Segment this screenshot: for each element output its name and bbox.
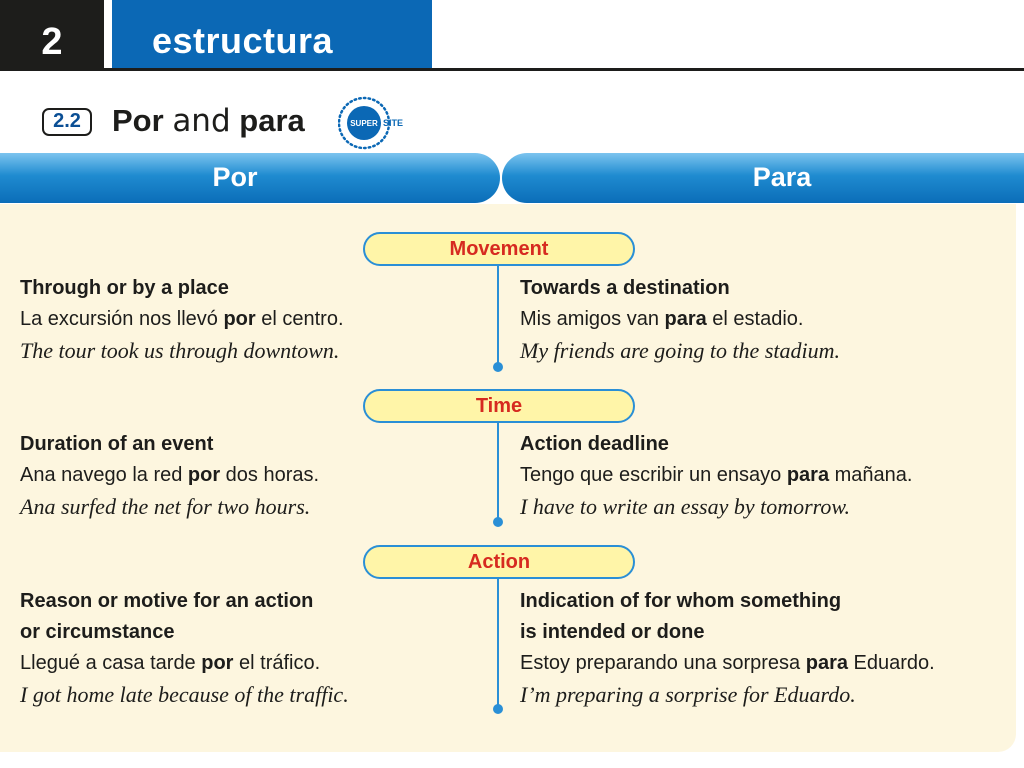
- section-title-para: para: [239, 103, 305, 138]
- por-time-english: Ana surfed the net for two hours.: [20, 494, 311, 519]
- column-header-por: Por: [0, 153, 500, 203]
- para-movement-block: [520, 273, 1010, 366]
- por-action-block: [20, 586, 510, 710]
- supersite-icon[interactable]: [338, 95, 418, 151]
- section-title: [112, 103, 305, 139]
- para-movement-heading: Towards a destination: [520, 277, 730, 299]
- para-movement-spanish: Mis amigos van para el estadio.: [520, 308, 804, 330]
- para-action-heading-line1: Indication of for whom something: [520, 590, 842, 612]
- category-action: Action: [363, 545, 635, 579]
- section-title-por: Por: [112, 103, 164, 138]
- por-action-english: I got home late because of the traffic.: [20, 682, 349, 707]
- por-movement-block: [20, 273, 510, 366]
- por-time-heading: Duration of an event: [20, 433, 214, 455]
- column-header-para: Para: [502, 153, 1024, 203]
- para-time-block: [520, 429, 1010, 522]
- para-action-heading-line2: is intended or done: [520, 621, 705, 643]
- para-action-block: [520, 586, 1010, 710]
- category-movement: Movement: [363, 232, 635, 266]
- chapter-number-box: [0, 0, 104, 70]
- supersite-label-super: SUPER: [350, 119, 378, 128]
- para-movement-english: My friends are going to the stadium.: [520, 338, 840, 363]
- por-action-heading-line2: or circumstance: [20, 621, 175, 643]
- por-time-block: [20, 429, 510, 522]
- por-action-spanish: Llegué a casa tarde por el tráfico.: [20, 652, 321, 674]
- para-time-spanish: Tengo que escribir un ensayo para mañana.: [520, 464, 913, 486]
- chapter-title: estructura: [152, 20, 334, 61]
- section-number-badge: 2.2: [42, 108, 92, 136]
- para-time-english: I have to write an essay by tomorrow.: [520, 494, 850, 519]
- chapter-title-box: [112, 0, 432, 70]
- category-time: Time: [363, 389, 635, 423]
- por-movement-heading: Through or by a place: [20, 277, 229, 299]
- para-action-spanish: Estoy preparando una sorpresa para Eduardo.: [520, 652, 935, 674]
- chapter-number: 2: [41, 21, 63, 63]
- supersite-label-site: SITE: [382, 118, 404, 128]
- por-movement-spanish: La excursión nos llevó por el centro.: [20, 308, 344, 330]
- section-title-and: and: [172, 103, 231, 139]
- por-movement-english: The tour took us through downtown.: [20, 338, 340, 363]
- header-rule: [0, 68, 1024, 71]
- por-time-spanish: Ana navego la red por dos horas.: [20, 464, 320, 486]
- por-action-heading-line1: Reason or motive for an action: [20, 590, 314, 612]
- para-action-english: I’m preparing a sorprise for Eduardo.: [520, 682, 856, 707]
- para-time-heading: Action deadline: [520, 433, 669, 455]
